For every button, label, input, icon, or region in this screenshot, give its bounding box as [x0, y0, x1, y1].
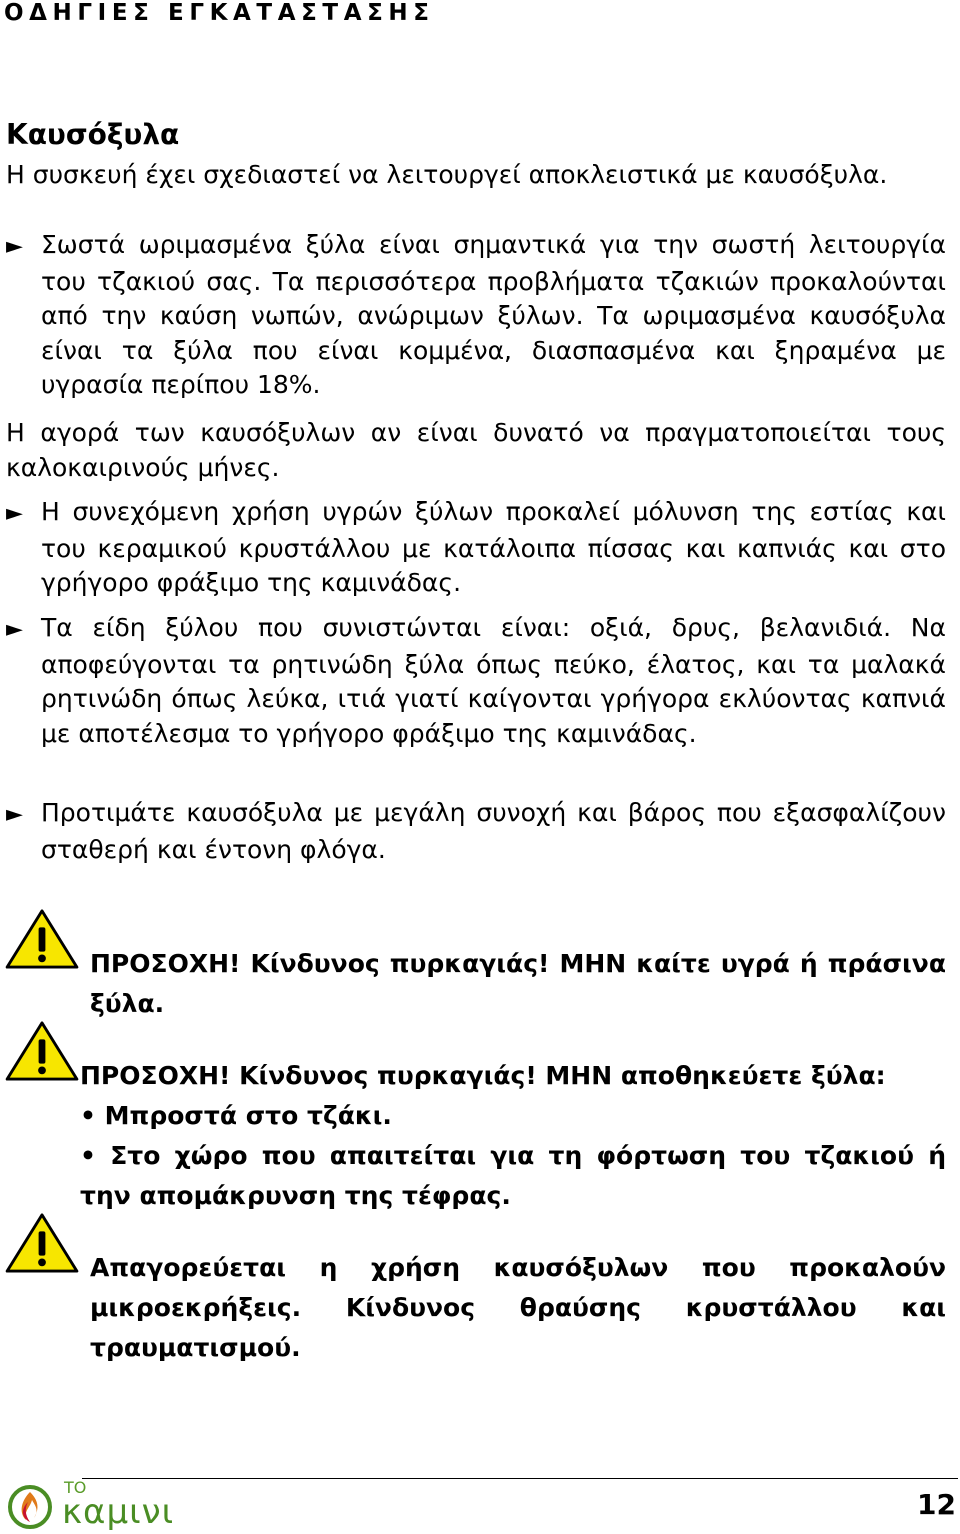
paragraph-wet-wood — [6, 495, 946, 601]
warning-triangle-icon — [4, 908, 80, 970]
paragraph-seasoned-wood — [6, 228, 946, 403]
paragraph-text: Τα είδη ξύλου που συνιστώνται είναι: οξιά, δρυς, βελανιδιά. Να αποφεύγονται τα ρητινώδη ξύλα όπως πεύκο, έλατος, και τα μαλακά ρητινώδη όπως λεύκα, ιτιά γιατί καίγονται γρήγορα εκλύοντας καπνιά με αποτέλεσμα το γρήγορο φράξιμο της καμινάδας. — [41, 613, 946, 748]
footer-divider — [82, 1478, 958, 1479]
logo-name: καμινι — [62, 1492, 175, 1532]
warning-triangle-icon — [4, 1212, 80, 1274]
arrow-bullet-icon: ► — [6, 501, 23, 526]
paragraph-text: Η συνεχόμενη χρήση υγρών ξύλων προκαλεί μόλυνση της εστίας και του κεραμικού κρυστάλλου με κατάλοιπα πίσσας και καπνιάς και στο γρήγορο φράξιμο της καμινάδας. — [41, 497, 946, 597]
warning-storage-title: ΠΡΟΣΟΧΗ! Κίνδυνος πυρκαγιάς! ΜΗΝ αποθηκεύετε ξύλα: — [80, 1061, 886, 1090]
warning-triangle-icon — [4, 1020, 80, 1082]
paragraph-wood-types — [6, 611, 946, 751]
warning-storage-item: • Μπροστά στο τζάκι. — [80, 1101, 392, 1130]
warning-storage-item: • Στο χώρο που απαιτείται για τη φόρτωση του τζακιού ή την απομάκρυνση της τέφρας. — [80, 1141, 946, 1210]
paragraph-purchase: Η αγορά των καυσόξυλων αν είναι δυνατό να πραγματοποιείται τους καλοκαιρινούς μήνες. — [6, 418, 946, 482]
warning-wet-wood: ΠΡΟΣΟΧΗ! Κίνδυνος πυρκαγιάς! ΜΗΝ καίτε υγρά ή πράσινα ξύλα. — [90, 949, 946, 1018]
logo-prefix: ΤΟ — [64, 1478, 87, 1497]
warning-storage — [80, 1056, 946, 1216]
page-number: 12 — [917, 1488, 956, 1521]
warning-microexplosions: Απαγορεύεται η χρήση καυσόξυλων που προκαλούν μικροεκρήξεις. Κίνδυνος θραύσης κρυστάλλου και τραυματισμού. — [90, 1253, 946, 1362]
arrow-bullet-icon: ► — [6, 617, 23, 642]
paragraph-dense-wood — [6, 796, 946, 867]
paragraph-text: Σωστά ωριμασμένα ξύλα είναι σημαντικά για την σωστή λειτουργία του τζακιού σας. Τα περισσότερα προβλήματα τζακιών προκαλούνται από την καύση νωπών, ανώριμων ξύλων. Τα ωριμασμένα καυσόξυλα είναι τα ξύλα που είναι κομμένα, διασπασμένα και ξηραμένα με υγρασία περίπου 18%. — [41, 230, 946, 399]
arrow-bullet-icon: ► — [6, 234, 23, 259]
section-title: Καυσόξυλα — [6, 118, 180, 151]
page-header-title: ΟΔΗΓΙΕΣ ΕΓΚΑΤΑΣΤΑΣΗΣ — [4, 0, 435, 26]
flame-logo-icon — [4, 1484, 60, 1530]
paragraph-text: Προτιμάτε καυσόξυλα με μεγάλη συνοχή και βάρος που εξασφαλίζουν σταθερή και έντονη φλόγα. — [41, 798, 946, 864]
paragraph-intro: Η συσκευή έχει σχεδιαστεί να λειτουργεί αποκλειστικά με καυσόξυλα. — [6, 160, 888, 189]
company-logo — [4, 1478, 175, 1532]
arrow-bullet-icon: ► — [6, 802, 23, 827]
